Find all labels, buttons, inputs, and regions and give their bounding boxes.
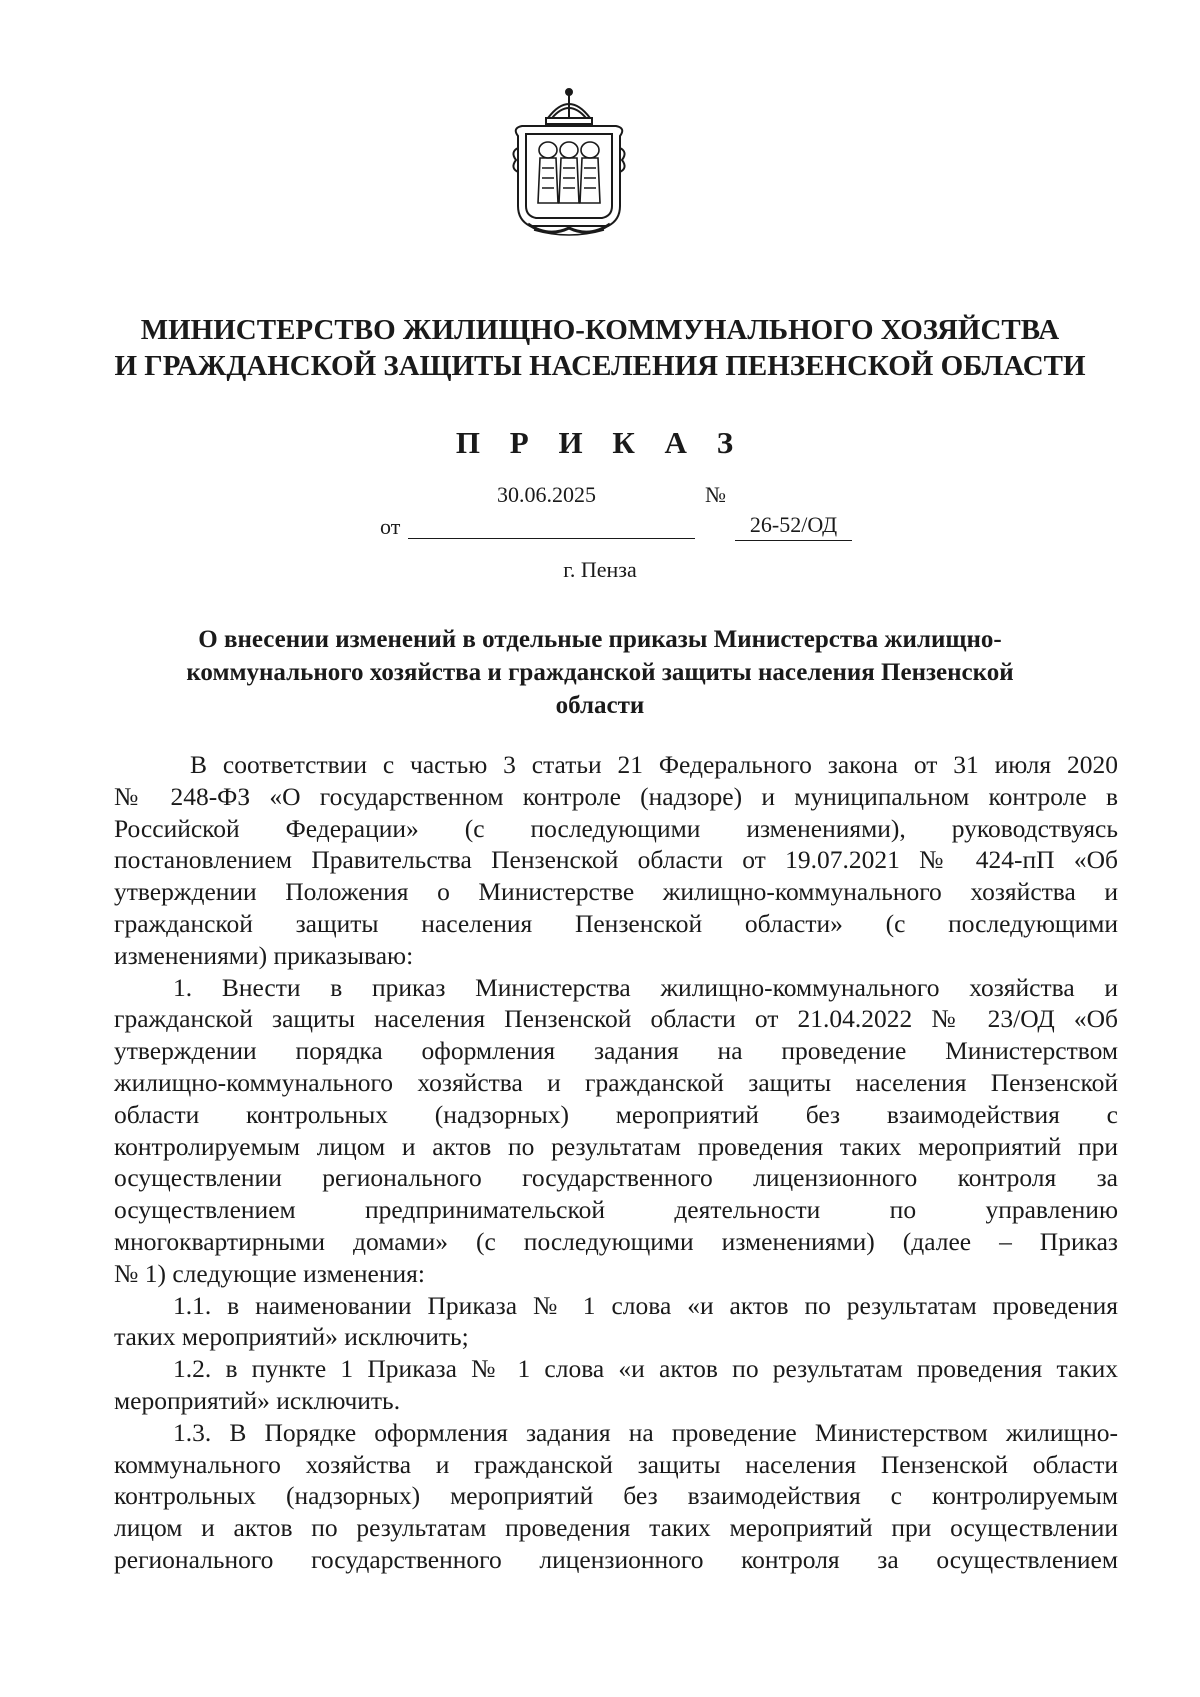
order-subject-line: коммунального хозяйства и гражданской защиты населения Пензенской [186,659,1014,686]
order-body [114,749,1118,1576]
body-line: гражданской защиты населения Пензенской области» (с последующими [114,908,1118,938]
body-line: осуществлении регионального государственного лицензионного контроля за [114,1163,1118,1193]
body-line: коммунального хозяйства и гражданской защиты населения Пензенской области [114,1449,1118,1479]
ministry-name [100,312,1100,384]
order-subject [120,623,1080,722]
body-line: регионального государственного лицензионного контроля за осуществлением [114,1544,1118,1574]
body-line: 1.2. в пункте 1 Приказа № 1 слова «и актов по результатам проведения таких [173,1354,1118,1384]
body-line: лицом и актов по результатам проведения таких мероприятий при осуществлении [114,1513,1118,1543]
body-line: 1.1. в наименовании Приказа № 1 слова «и актов по результатам проведения [173,1290,1118,1320]
penza-oblast-coat-of-arms-icon [508,88,630,240]
body-line: 1.3. В Порядке оформления задания на проведение Министерством жилищно- [173,1417,1118,1447]
body-line: утверждении порядка оформления задания на проведение Министерством [114,1036,1118,1066]
body-line: постановлением Правительства Пензенской области от 19.07.2021 № 424-пП «Об [114,845,1118,875]
city-label: г. Пенза [563,557,637,582]
order-date: 30.06.2025 [497,482,596,507]
body-line: изменениями) приказываю: [114,940,414,970]
body-line: таких мероприятий» исключить; [114,1322,469,1352]
body-line: № 1) следующие изменения: [114,1258,425,1288]
ministry-name-line-1: МИНИСТЕРСТВО ЖИЛИЩНО-КОММУНАЛЬНОГО ХОЗЯЙСТВА [140,314,1060,346]
body-line: жилищно-коммунального хозяйства и гражданской защиты населения Пензенской [114,1067,1118,1097]
body-line: контрольных (надзорных) мероприятий без взаимодействия с контролируемым [114,1481,1118,1511]
date-underline [408,538,695,539]
body-line: контролируемым лицом и актов по результатам проведения таких мероприятий при [114,1131,1118,1161]
body-line: утверждении Положения о Министерстве жилищно-коммунального хозяйства и [114,877,1118,907]
body-line: гражданской защиты населения Пензенской области от 21.04.2022 № 23/ОД «Об [114,1004,1118,1034]
order-subject-line: области [555,692,645,719]
document-type-title: П Р И К А З [455,425,745,460]
order-number: 26-52/ОД [735,512,852,541]
body-line: многоквартирными домами» (с последующими изменениями) (далее – Приказ [114,1226,1118,1256]
order-subject-line: О внесении изменений в отдельные приказы Министерства жилищно- [198,626,1002,653]
number-sign: № [705,482,726,507]
body-line: мероприятий» исключить. [114,1385,401,1415]
ministry-name-line-2: И ГРАЖДАНСКОЙ ЗАЩИТЫ НАСЕЛЕНИЯ ПЕНЗЕНСКОЙ ОБЛАСТИ [114,350,1086,382]
date-prefix-label: от [380,514,401,539]
body-line: Российской Федерации» (с последующими изменениями), руководствуясь [114,813,1118,843]
body-line: осуществлением предпринимательской деятельности по управлению [114,1195,1118,1225]
body-line: 1. Внести в приказ Министерства жилищно-коммунального хозяйства и [173,972,1118,1002]
body-line: № 248-ФЗ «О государственном контроле (надзоре) и муниципальном контроле в [114,781,1118,811]
body-line: В соответствии с частью 3 статьи 21 Федерального закона от 31 июля 2020 [190,750,1118,779]
body-line: области контрольных (надзорных) мероприятий без взаимодействия с [114,1099,1118,1129]
